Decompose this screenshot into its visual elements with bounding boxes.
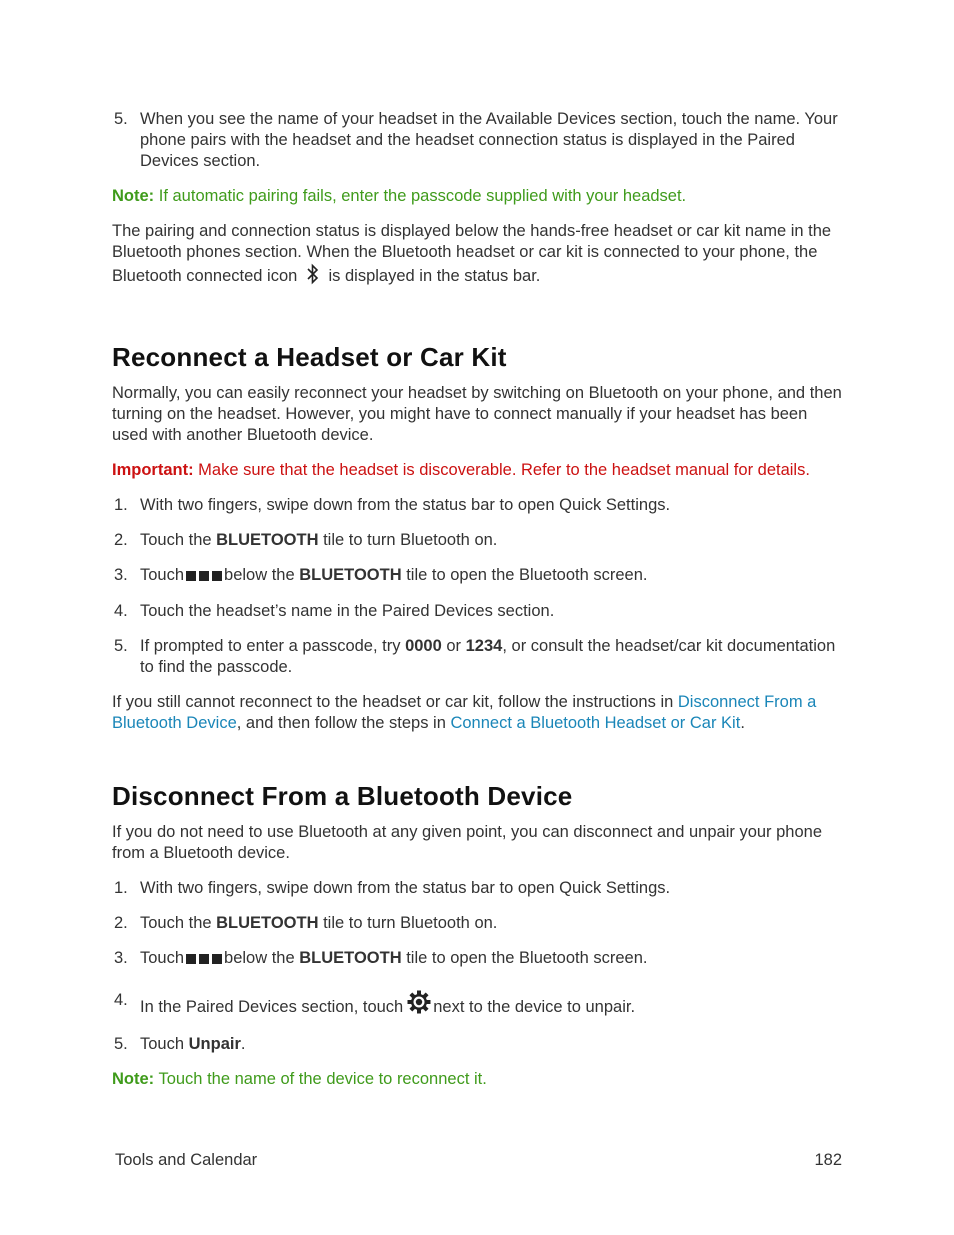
step-text: tile to turn Bluetooth on. <box>318 531 498 549</box>
gear-icon <box>407 990 431 1020</box>
more-dots-icon <box>186 566 222 587</box>
step-text: With two fingers, swipe down from the status bar to open Quick Settings. <box>140 879 671 897</box>
link-disconnect-bluetooth-device[interactable]: Disconnect From a Bluetooth Device <box>112 693 817 732</box>
note <box>112 186 842 207</box>
note-label: Note: <box>112 1070 155 1088</box>
section-heading: Reconnect a Headset or Car Kit <box>112 342 507 372</box>
step-number: 4. <box>114 602 128 620</box>
step-item <box>112 601 842 622</box>
paragraph: If you do not need to use Bluetooth at any given point, you can disconnect and unpair your phone from a Bluetooth device. <box>112 823 823 862</box>
step-item <box>112 565 842 587</box>
more-dots-icon <box>186 949 222 970</box>
note-text: If automatic pairing fails, enter the passcode supplied with your headset. <box>154 187 687 205</box>
paragraph <box>112 221 842 291</box>
footer-page-number: 182 <box>814 1151 842 1169</box>
step-number: 5. <box>114 110 128 128</box>
note <box>112 1069 842 1090</box>
important-note <box>112 460 842 481</box>
important-label: Important: <box>112 461 194 479</box>
important-text: Make sure that the headset is discoverable. Refer to the headset manual for details. <box>193 461 810 479</box>
step-text: Touch the <box>140 914 217 932</box>
step-text: below the <box>224 566 300 584</box>
step-bold: 0000 <box>405 637 442 655</box>
step-text: tile to open the Bluetooth screen. <box>401 566 648 584</box>
document-page <box>112 109 842 1104</box>
step-text: If prompted to enter a passcode, try <box>140 637 406 655</box>
paragraph-text: If you still cannot reconnect to the headset or car kit, follow the instructions in <box>112 693 678 711</box>
step-text: Touch <box>140 1035 189 1053</box>
paragraph-text: . <box>740 714 745 732</box>
step-number: 5. <box>114 1035 128 1053</box>
step-item <box>112 948 842 970</box>
step-text: Touch the <box>140 531 217 549</box>
step-text: below the <box>224 949 300 967</box>
step-text: In the Paired Devices section, touch <box>140 998 404 1016</box>
paragraph <box>112 692 842 734</box>
link-connect-bluetooth-headset[interactable]: Connect a Bluetooth Headset or Car Kit <box>450 714 741 732</box>
section-heading: Disconnect From a Bluetooth Device <box>112 781 573 811</box>
note-text: Touch the name of the device to reconnect it. <box>154 1070 487 1088</box>
step-text: Touch <box>140 949 185 967</box>
step-bold: 1234 <box>465 637 503 655</box>
step-bold: BLUETOOTH <box>216 914 319 932</box>
step-item <box>112 636 842 678</box>
step-bold: BLUETOOTH <box>216 531 319 549</box>
step-text: When you see the name of your headset in the Available Devices section, touch the name. Your phone pairs with the headset and the headset connection status is displayed in the Paired Devices section. <box>140 110 838 170</box>
step-item <box>112 109 842 172</box>
step-number: 3. <box>114 949 128 967</box>
step-number: 4. <box>114 991 128 1009</box>
step-item <box>112 530 842 551</box>
step-item <box>112 1034 842 1055</box>
step-number: 5. <box>114 637 128 655</box>
note-label: Note: <box>112 187 155 205</box>
paragraph-text: The pairing and connection status is displayed below the hands-free headset or car kit name in the Bluetooth phones section. When the Bluetooth headset or car kit is connected to your phone, the Bluetooth connected icon <box>112 222 832 285</box>
step-text: tile to turn Bluetooth on. <box>318 914 498 932</box>
step-bold: BLUETOOTH <box>299 949 402 967</box>
step-number: 2. <box>114 531 128 549</box>
step-number: 3. <box>114 566 128 584</box>
step-item <box>112 495 842 516</box>
paragraph: Normally, you can easily reconnect your headset by switching on Bluetooth on your phone, and then turning on the headset. However, you might have to connect manually if your headset has been used with another Bluetooth device. <box>112 384 842 444</box>
step-text: or <box>441 637 466 655</box>
footer-section-title: Tools and Calendar <box>115 1151 258 1169</box>
step-item <box>112 913 842 934</box>
bluetooth-icon <box>306 263 320 291</box>
step-bold: BLUETOOTH <box>299 566 402 584</box>
step-text: Touch the headset’s name in the Paired Devices section. <box>140 602 555 620</box>
step-item <box>112 878 842 899</box>
step-text: next to the device to unpair. <box>433 998 636 1016</box>
step-item <box>112 990 842 1020</box>
paragraph-text: is displayed in the status bar. <box>328 267 541 285</box>
step-number: 1. <box>114 496 128 514</box>
step-bold: Unpair <box>188 1035 241 1053</box>
step-number: 2. <box>114 914 128 932</box>
step-text: . <box>240 1035 246 1053</box>
step-text: tile to open the Bluetooth screen. <box>401 949 648 967</box>
paragraph-text: , and then follow the steps in <box>236 714 451 732</box>
step-text: , or consult the headset/car kit documentation to find the passcode. <box>140 637 836 676</box>
step-text: Touch <box>140 566 185 584</box>
step-text: With two fingers, swipe down from the status bar to open Quick Settings. <box>140 496 671 514</box>
step-number: 1. <box>114 879 128 897</box>
